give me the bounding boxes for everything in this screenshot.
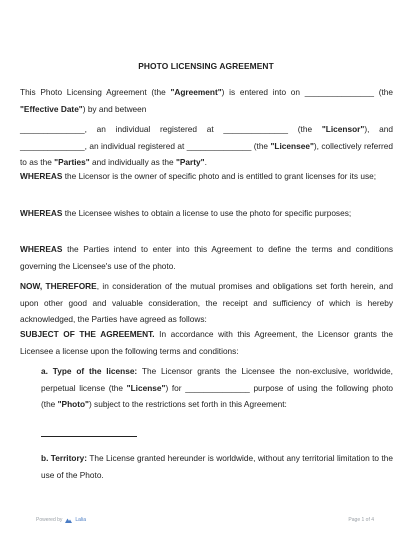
powered-by-label: Powered by [36, 517, 63, 523]
powered-by-footer [36, 517, 86, 523]
territory-clause: b. Territory: The License granted hereunder is worldwide, without any territorial limitation to the use of the Photo. [41, 453, 393, 480]
whereas-owner-paragraph: WHEREAS the Licensor is the owner of specific photo and is entitled to grant licenses for its use; [20, 171, 377, 181]
photo-blank-line [41, 436, 137, 437]
intro-paragraph: This Photo Licensing Agreement (the "Agreement") is entered into on _______________ (the "Effective Date") by and between [20, 87, 393, 114]
subject-paragraph: SUBJECT OF THE AGREEMENT. In accordance with this Agreement, the Licensor grants the Licensee a license upon the following terms and conditions: [20, 329, 393, 356]
whereas-licensee-paragraph: WHEREAS the Licensee wishes to obtain a license to use the photo for specific purposes; [20, 208, 352, 218]
brand-name[interactable]: Lalia [75, 517, 86, 523]
parties-paragraph: ______________, an individual registered at ______________ (the "Licensor"), and ______________, an individual registered at ______________ (the "Licensee"), collectively referred to as the "Parties" and individually as the "Party". [20, 124, 393, 167]
document-title: PHOTO LICENSING AGREEMENT [138, 61, 274, 71]
page-number: Page 1 of 4 [348, 517, 374, 523]
whereas-parties-paragraph: WHEREAS the Parties intend to enter into this Agreement to define the terms and conditions governing the Licensee's use of the photo. [20, 244, 393, 271]
brand-logo-icon [65, 518, 72, 523]
now-therefore-paragraph: NOW, THEREFORE, in consideration of the mutual promises and obligations set forth herein, and upon other good and valuable consideration, the receipt and sufficiency of which is hereby acknowledged, the Parties have agreed as follows: [20, 281, 393, 324]
license-type-clause: a. Type of the license: The Licensor grants the Licensee the non-exclusive, worldwide, perpetual license (the "License") for ______________ purpose of using the following photo (the "Photo") subject to the restrictions set forth in this Agreement: [41, 366, 393, 409]
